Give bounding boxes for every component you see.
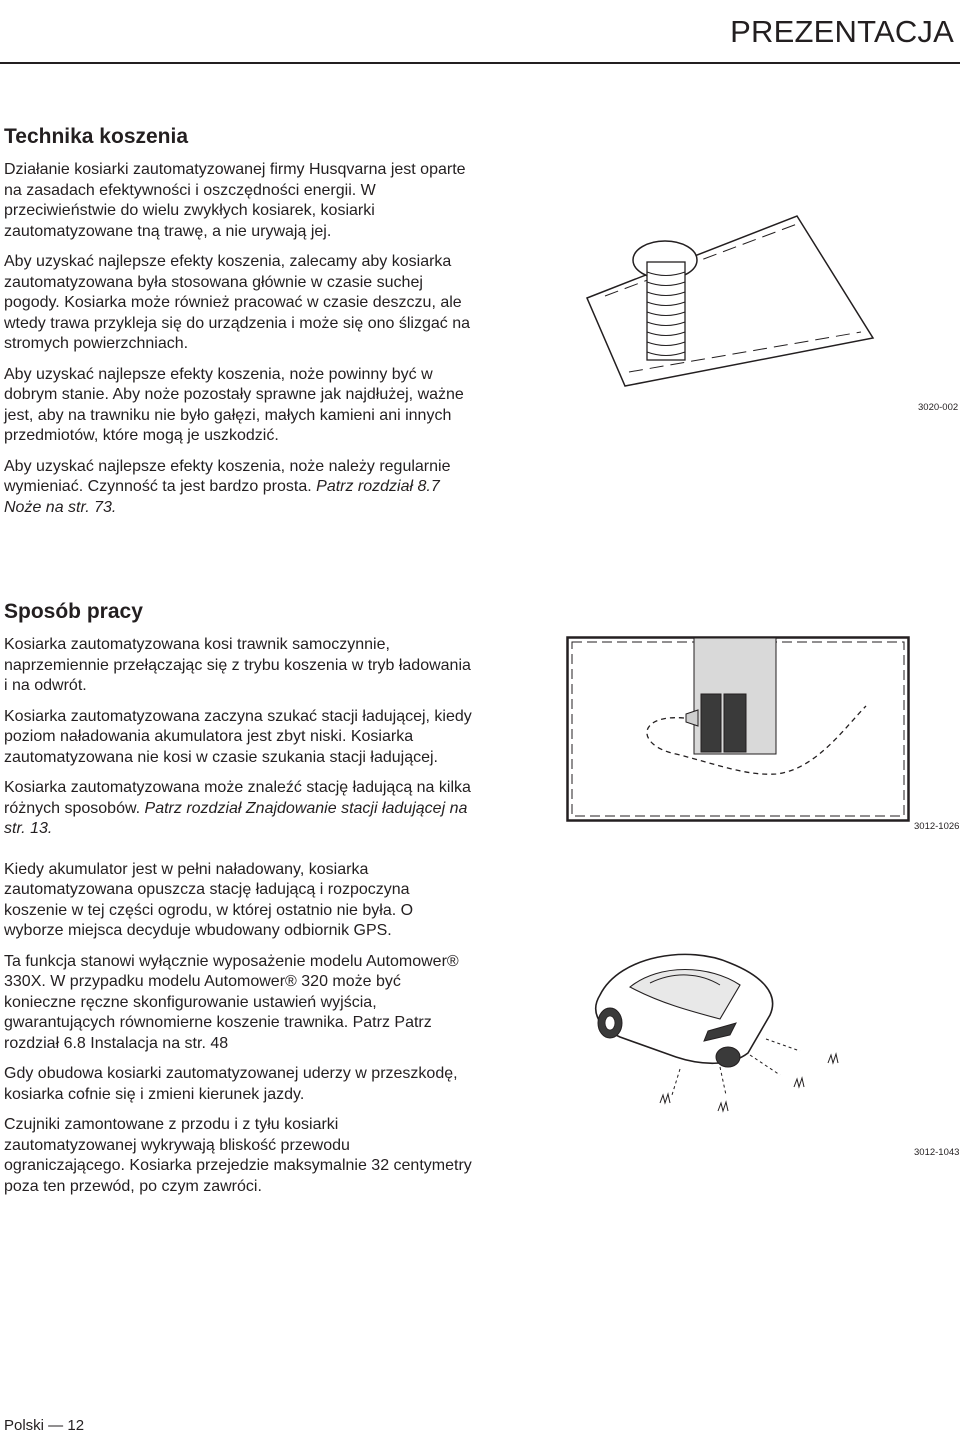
section-heading: Sposób pracy <box>4 600 143 623</box>
paragraph-text: Kosiarka zautomatyzowana może znaleźć stację ładującą na kilka różnych sposobów. <box>4 779 471 817</box>
blade-illustration <box>585 210 875 390</box>
page-title: PREZENTACJA <box>730 14 954 49</box>
paragraph: Kiedy akumulator jest w pełni naładowany, kosiarka zautomatyzowana opuszcza stację ładującą i rozpoczyna koszenie w tej części ogrodu, w której ostatnio nie była. O wyborze miejsca decyduje wbudowany odbiornik GPS. <box>4 860 414 939</box>
figure-code: 3020-002 <box>918 402 959 413</box>
section-operation <box>4 599 474 1207</box>
paragraph: Ta funkcja stanowi wyłącznie wyposażenie modelu Automower® 330X. W przypadku modelu Automower® 320 może być konieczne ręczne skonfigurowanie ustawień wyjścia, gwarantujących równomierne koszenie trawnika. Patrz Patrz rozdział 6.8 Instalacja na str. 48 <box>4 952 459 1052</box>
paragraph: Aby uzyskać najlepsze efekty koszenia, noże powinny być w dobrym stanie. Aby noże pozostały sprawne jak najdłużej, ważne jest, aby na trawniku nie było gałęzi, małych kamieni ani innych przedmiotów, które mogą je uszkodzić. <box>4 365 464 444</box>
paragraph: Kosiarka zautomatyzowana kosi trawnik samoczynnie, naprzemiennie przełączając się z trybu koszenia w tryb ładowania i na odwrót. <box>4 636 471 694</box>
header-rule <box>0 62 960 64</box>
paragraph <box>4 778 474 840</box>
paragraph: Gdy obudowa kosiarki zautomatyzowanej uderzy w przeszkodę, kosiarka cofnie się i zmieni kierunek jazdy. <box>4 1065 458 1103</box>
section-cutting-technique <box>4 124 474 528</box>
figure-code: 3012-1026 <box>914 821 960 832</box>
paragraph: Kosiarka zautomatyzowana zaczyna szukać stacji ładującej, kiedy poziom naładowania akumulatora jest zbyt niski. Kosiarka zautomatyzowana nie kosi w czasie szukania stacji ładującej. <box>4 707 472 766</box>
cross-reference-link[interactable]: Patrz rozdział Znajdowanie stacji ładującej na str. 13. <box>4 799 468 837</box>
paragraph <box>4 457 474 519</box>
lawn-diagram <box>566 636 910 822</box>
cross-reference-link[interactable]: Patrz rozdział 8.7 Noże na str. 73. <box>4 478 440 516</box>
paragraph: Czujniki zamontowane z przodu i z tyłu kosiarki zautomatyzowanej wykrywają bliskość przewodu ograniczającego. Kosiarka przejedzie maksymalnie 32 centymetry poza ten przewód, po czym zawróci. <box>4 1116 472 1195</box>
paragraph: Działanie kosiarki zautomatyzowanej firmy Husqvarna jest oparte na zasadach efektywności i oszczędności energii. W przeciwieństwie do wielu zwykłych kosiarek, kosiarki zautomatyzowane tną trawę, a nie urywają jej. <box>4 161 466 240</box>
paragraph-text: Aby uzyskać najlepsze efekty koszenia, noże należy regularnie wymieniać. Czynność ta jest bardzo prosta. <box>4 457 451 495</box>
paragraph: Aby uzyskać najlepsze efekty koszenia, zalecamy aby kosiarka zautomatyzowana była stosowana głównie w czasie suchej pogody. Kosiarka może również pracować w czasie deszczu, ale wtedy trawa przykleja się do urządzenia i może się ono ślizgać na stromych powierzchniach. <box>4 253 471 352</box>
mower-illustration <box>580 945 880 1125</box>
page-footer: Polski — 12 <box>4 1417 85 1434</box>
section-heading: Technika koszenia <box>4 125 189 148</box>
figure-code: 3012-1043 <box>914 1147 960 1158</box>
